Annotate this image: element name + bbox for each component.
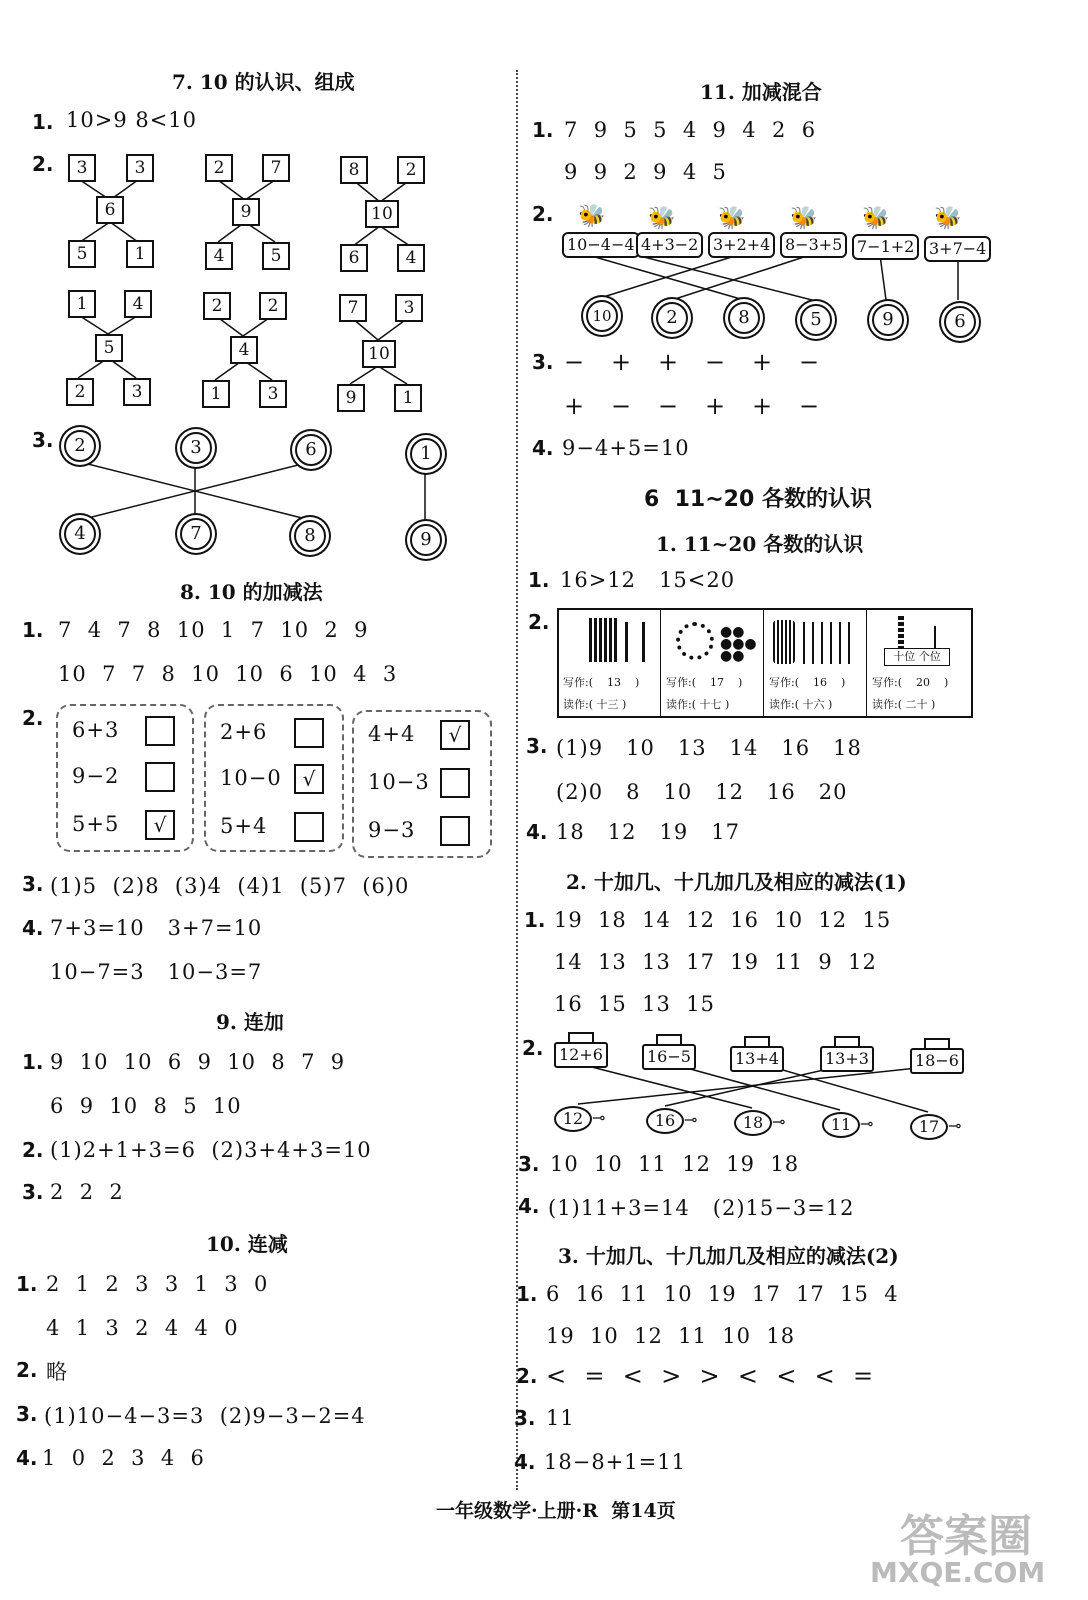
check-box [440,768,470,798]
q-number: 3. [518,1152,540,1176]
number-box: 4 [230,336,258,364]
key-icon: ⊸ [948,1116,962,1135]
flower-number: 8 [294,520,326,552]
watermark-logo: 答案圈 [900,1511,1032,1562]
number-box: 3 [126,154,154,182]
bundle-icon [589,618,619,662]
answer-text: 6 9 10 8 5 10 [50,1094,242,1118]
bee-icon: 🐝 [790,206,818,231]
number-box: 9 [337,384,365,412]
check-box [294,718,324,748]
answer-text: (1)11+3=14 (2)15−3=12 [548,1196,855,1220]
section-title-10: 10. 连减 [206,1232,288,1256]
q-number: 3. [526,734,548,758]
table-cell [559,610,661,716]
answer-text: < = < > > < < < = [546,1362,875,1390]
chapter-title: 6 11~20 各数的认识 [644,487,872,512]
answer-text: 10−7=3 10−3=7 [50,960,263,984]
number-box: 7 [262,154,290,182]
watermark-url: MXQE.COM [870,1556,1046,1589]
number-box: 1 [394,384,422,412]
q-number: 3. [532,350,554,374]
expression: 9−3 [368,818,416,842]
bee-icon: 🐝 [718,206,746,231]
bag-expression: 18−6 [910,1048,964,1074]
check-box [145,762,175,792]
q-number: 4. [518,1194,540,1218]
answer-text: 19 10 12 11 10 18 [546,1324,796,1348]
q-number: 4. [526,820,548,844]
number-box: 3 [123,378,151,406]
bee-icon: 🐝 [578,204,606,229]
section-title-8: 8. 10 的加减法 [180,580,323,604]
expression: 5+5 [72,812,120,836]
section-title-11: 11. 加减混合 [700,80,822,104]
number-box: 2 [397,156,425,184]
write-label: 写作:( 20 ) [872,676,949,689]
bag-expression: 13+3 [820,1046,874,1072]
number-box: 3 [395,294,423,322]
answer-text: 18 12 19 17 [556,820,740,844]
number-box: 4 [205,242,233,270]
answer-text: − + + − + − [564,348,821,376]
answer-text: 4 1 3 2 4 4 0 [46,1316,239,1340]
number-box: 1 [68,290,96,318]
flower-number: 4 [64,518,96,550]
flower-number: 6 [295,434,327,466]
q-number: 2. [22,1138,44,1162]
number-box: 4 [397,244,425,272]
answer-text: 10>9 8<10 [66,108,198,132]
key-icon: ⊸ [592,1108,606,1127]
number-box: 1 [126,240,154,268]
expression: 10−0 [220,766,282,790]
q-number: 1. [524,908,546,932]
section-title-9: 9. 连加 [216,1010,284,1034]
number-box: 2 [66,378,94,406]
key-number: 17 [910,1114,948,1140]
sticks-icon [803,622,855,664]
check-box: √ [145,810,175,840]
answer-text: 略 [46,1360,68,1384]
q-number: 2. [32,152,54,176]
table-cell [662,610,764,716]
q-number: 4. [514,1450,536,1474]
q-number: 1. [22,618,44,642]
read-label: 读作:( 二十 ) [872,698,936,711]
section-title-2: 2. 十加几、十几加几及相应的减法(1) [566,870,907,894]
expression: 9−2 [72,764,120,788]
answer-text: 7+3=10 3+7=10 [50,916,263,940]
number-box: 10 [362,340,396,368]
q-number: 3. [22,1180,44,1204]
q-number: 1. [22,1050,44,1074]
answer-text: (2)0 8 10 12 16 20 [556,780,848,804]
expression: 2+6 [220,720,268,744]
number-box: 2 [259,292,287,320]
read-label: 读作:( 十六 ) [769,698,833,711]
write-label: 写作:( 17 ) [666,676,743,689]
read-label: 读作:( 十三 ) [563,698,627,711]
key-number: 12 [554,1106,592,1132]
flower-number: 5 [800,304,832,336]
section-title-1: 1. 11~20 各数的认识 [656,532,864,556]
page-footer: 一年级数学·上册·R 第14页 [436,1500,676,1522]
q-number: 4. [16,1446,38,1470]
bag-expression: 16−5 [642,1044,696,1070]
flower-number: 9 [872,304,904,336]
flower-number: 1 [410,438,442,470]
q-number: 1. [516,1282,538,1306]
table-cell [765,610,867,716]
flower-number: 9 [410,524,442,556]
answer-text: 7 9 5 5 4 9 4 2 6 [564,118,817,142]
answer-text: 10 7 7 8 10 10 6 10 4 3 [58,662,398,686]
check-box: √ [440,720,470,750]
answer-text: (1)2+1+3=6 (2)3+4+3=10 [50,1138,372,1162]
answer-text: (1)5 (2)8 (3)4 (4)1 (5)7 (6)0 [50,874,410,898]
write-label: 写作:( 13 ) [563,676,640,689]
number-box: 9 [232,198,260,226]
answer-text: 16 15 13 15 [554,992,715,1016]
number-box: 2 [205,154,233,182]
expression-pill: 4+3−2 [636,232,703,258]
answer-text: 9 10 10 6 9 10 8 7 9 [50,1050,346,1074]
answer-text: 1 0 2 3 4 6 [42,1446,205,1470]
section-title-7: 7. 10 的认识、组成 [172,70,355,94]
bag-expression: 13+4 [730,1046,784,1072]
expression: 10−3 [368,770,430,794]
check-box [145,716,175,746]
table-cell [868,610,969,716]
answer-text: 2 1 2 3 3 1 3 0 [46,1272,269,1296]
q-number: 3. [32,428,54,452]
key-icon: ⊸ [684,1110,698,1129]
number-box: 6 [96,196,124,224]
q-number: 1. [32,110,54,134]
q-number: 3. [22,872,44,896]
flower-number: 7 [180,518,212,550]
abacus-rod-icon [934,626,936,648]
number-box: 5 [68,240,96,268]
q-number: 1. [16,1272,38,1296]
bag-expression: 12+6 [554,1042,608,1068]
place-value-label: 十位 个位 [884,648,950,666]
write-label: 写作:( 16 ) [769,676,846,689]
number-box: 4 [124,290,152,318]
q-number: 3. [514,1406,536,1430]
answer-text: 2 2 2 [50,1180,124,1204]
flower-number: 2 [656,302,688,334]
q-number: 4. [532,436,554,460]
expression-pill: 7−1+2 [852,234,919,260]
check-box [294,812,324,842]
expression: 5+4 [220,814,268,838]
number-box: 2 [203,292,231,320]
counting-table [557,608,973,718]
number-box: 5 [262,242,290,270]
flower-number: 10 [586,300,618,332]
answer-text: (1)10−4−3=3 (2)9−3−2=4 [44,1404,366,1428]
q-number: 4. [22,916,44,940]
expression: 6+3 [72,718,120,742]
check-box: √ [294,764,324,794]
bundle-icon [773,620,795,664]
q-number: 1. [532,118,554,142]
expression: 4+4 [368,722,416,746]
answer-text: (1)9 10 13 14 16 18 [556,736,862,760]
expression-pill: 3+7−4 [924,236,991,262]
key-number: 18 [734,1110,772,1136]
number-box: 3 [68,154,96,182]
q-number: 3. [16,1402,38,1426]
q-number: 2. [522,1036,544,1060]
dots-icon: ●● ●●● ●● [720,624,757,664]
expression-pill: 8−3+5 [780,232,847,258]
bee-icon: 🐝 [934,206,962,231]
answer-text: 9−4+5=10 [562,436,690,460]
bee-icon: 🐝 [648,206,676,231]
answer-text: 10 10 11 12 19 18 [550,1152,800,1176]
answer-text: + − − + + − [564,392,821,420]
number-box: 10 [365,200,399,228]
key-number: 16 [646,1108,684,1134]
answer-text: 9 9 2 9 4 5 [564,160,727,184]
answer-text: 14 13 13 17 19 11 9 12 [554,950,877,974]
abacus-rod-icon [898,616,904,648]
answer-text: 11 [546,1406,575,1430]
answer-text: 16>12 15<20 [560,568,736,592]
flower-number: 3 [180,432,212,464]
number-box: 5 [95,334,123,362]
number-box: 1 [202,380,230,408]
flower-number: 6 [944,306,976,338]
number-box: 7 [339,294,367,322]
section-title-3: 3. 十加几、十几加几及相应的减法(2) [558,1244,899,1268]
q-number: 2. [16,1358,38,1382]
dot-ring-icon [676,622,714,660]
key-number: 11 [822,1112,860,1138]
read-label: 读作:( 十七 ) [666,698,730,711]
q-number: 2. [532,202,554,226]
answer-text: 19 18 14 12 16 10 12 15 [554,908,892,932]
number-box: 8 [340,156,368,184]
number-box: 6 [340,244,368,272]
flower-number: 8 [728,302,760,334]
answer-text: 7 4 7 8 10 1 7 10 2 9 [58,618,369,642]
check-box [440,816,470,846]
q-number: 2. [528,610,550,634]
expression-pill: 10−4−4 [562,232,640,258]
q-number: 2. [516,1364,538,1388]
bee-icon: 🐝 [862,206,890,231]
flower-number: 2 [64,430,96,462]
q-number: 2. [22,706,44,730]
expression-pill: 3+2+4 [708,232,775,258]
q-number: 1. [528,568,550,592]
answer-text: 18−8+1=11 [544,1450,686,1474]
sticks-icon [625,622,645,662]
number-box: 3 [259,380,287,408]
key-icon: ⊸ [772,1112,786,1131]
answer-text: 6 16 11 10 19 17 17 15 4 [546,1282,899,1306]
key-icon: ⊸ [860,1114,874,1133]
